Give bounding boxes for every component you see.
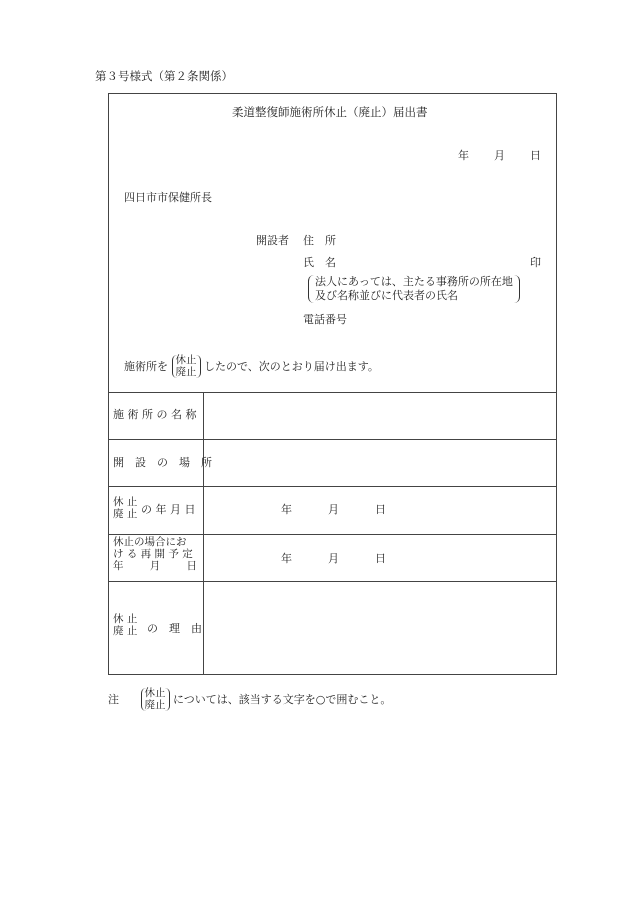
row-reason-options — [113, 613, 137, 637]
row-resume-day: 日 — [375, 552, 386, 565]
form-number: 第３号様式（第２条関係） — [95, 69, 233, 83]
applicant-role: 開設者 — [256, 234, 289, 247]
row-resume-line1: 休止の場合にお — [113, 536, 187, 548]
footnote-option-suspend: 休止 — [144, 687, 166, 699]
declaration-suffix: したので、次のとおり届け出ます。 — [204, 360, 379, 374]
facility-name-field[interactable] — [204, 393, 554, 437]
corporation-note-line2: 及び名称並びに代表者の氏名 — [315, 288, 458, 302]
footnote — [108, 688, 391, 711]
phone-label: 電話番号 — [303, 313, 347, 326]
corporation-note-line1: 法人にあっては、主たる事務所の所在地 — [315, 275, 513, 288]
row-resume-line2: け る 再 開 予 定 — [113, 548, 193, 561]
row-resume-month: 月 — [328, 552, 339, 565]
footnote-text: については、該当する文字を○で囲むこと。 — [173, 693, 392, 707]
date-day-label: 日 — [530, 149, 541, 162]
declaration-options — [172, 355, 201, 378]
row-resume-line3-day: 日 — [186, 560, 197, 573]
row-location-label: 開 設 の 場 所 — [113, 456, 212, 469]
row-date-day: 日 — [375, 503, 386, 516]
row-date-year: 年 — [281, 503, 292, 516]
location-field[interactable] — [204, 440, 554, 484]
row-date-suffix: の 年 月 日 — [141, 503, 196, 516]
row-reason-suffix: の 理 由 — [147, 622, 202, 635]
address-label: 住 所 — [303, 234, 336, 247]
addressee: 四日市市保健所長 — [124, 191, 212, 204]
date-year-label: 年 — [458, 149, 469, 162]
footnote-option-abolish: 廃止 — [144, 698, 166, 711]
row-date-option-abolish: 廃 止 — [113, 508, 138, 521]
row-date-option-suspend: 休 止 — [113, 496, 138, 508]
declaration-prefix: 施術所を — [124, 360, 168, 374]
row-resume-label — [113, 536, 197, 572]
seal-mark: 印 — [530, 256, 541, 269]
declaration-option-abolish: 廃止 — [175, 365, 197, 378]
row-resume-line3 — [113, 560, 197, 572]
name-label: 氏 名 — [303, 256, 336, 269]
row-reason-option-abolish: 廃 止 — [113, 625, 138, 638]
row-facility-name-label: 施 術 所 の 名 称 — [113, 408, 197, 421]
date-month-label: 月 — [494, 149, 505, 162]
document-title: 柔道整復師施術所休止（廃止）届出書 — [232, 105, 428, 119]
declaration-option-suspend: 休止 — [175, 354, 197, 366]
separator-row2 — [109, 486, 556, 487]
corporation-note — [308, 275, 520, 303]
reason-field[interactable] — [204, 582, 554, 672]
row-resume-line3-year: 年 — [113, 560, 124, 573]
row-reason-option-suspend: 休 止 — [113, 613, 138, 625]
declaration — [124, 355, 379, 378]
separator-row3 — [109, 534, 556, 535]
footnote-options — [141, 688, 170, 711]
row-date-month: 月 — [328, 503, 339, 516]
row-resume-year: 年 — [281, 552, 292, 565]
row-resume-line3-month: 月 — [149, 560, 161, 573]
footnote-label: 注 — [108, 693, 119, 707]
row-date-options — [113, 496, 137, 520]
